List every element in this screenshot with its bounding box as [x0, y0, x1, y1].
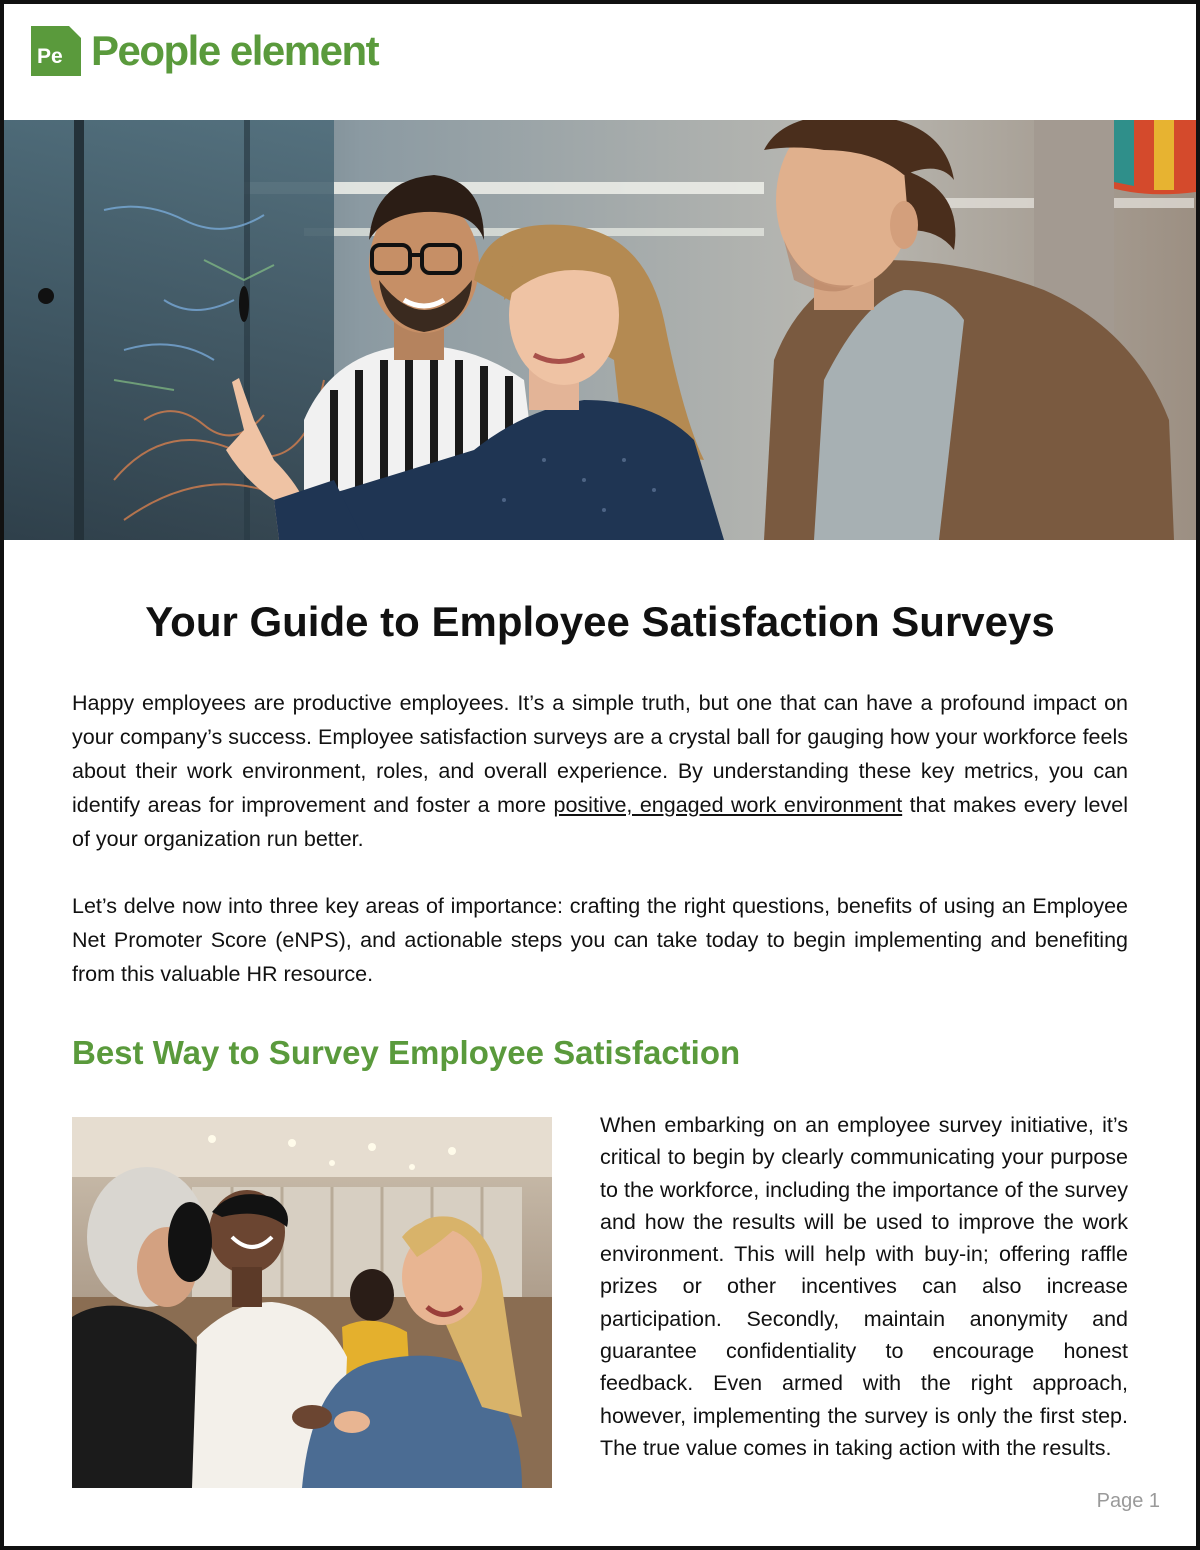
hero-photo: [4, 120, 1196, 540]
logo-wordmark: People element: [91, 27, 379, 74]
logo-mark-text: Pe: [37, 45, 63, 68]
intro-text-before-link: Happy employees are productive employees. It’s a simple truth, but one that can have a profound impact on your company’s success. Employee satisfaction surveys are a crystal ball for gauging how your workforce feels about their work environment, roles, and overall experience. By understanding these key metrics, you can identify areas for improvement and foster a more: [72, 691, 1128, 817]
logo-mark-icon: [31, 26, 81, 76]
intro-text-after-link: that makes every level of your organization run better.: [72, 793, 1128, 851]
document-title: Your Guide to Employee Satisfaction Surveys: [145, 598, 1055, 645]
overview-paragraph: Let’s delve now into three key areas of importance: crafting the right questions, benefits of using an Employee Net Promoter Score (eNPS), and actionable steps you can take today to begin implementing and benefiting from this valuable HR resource.: [72, 894, 1128, 986]
page-number: Page 1: [1096, 1490, 1160, 1512]
engaged-work-environment-link[interactable]: positive, engaged work environment: [553, 793, 903, 817]
networking-photo-illustration: [72, 1117, 552, 1488]
hero-photo-illustration: [4, 120, 1196, 540]
intro-paragraph: [72, 686, 1128, 856]
section-heading: Best Way to Survey Employee Satisfaction: [72, 1034, 741, 1071]
people-element-logo[interactable]: [31, 26, 378, 76]
section-body-text: When embarking on an employee survey initiative, it’s critical to begin by clearly communicating your purpose to the workforce, including the importance of the survey and how the results will be used to improve the work environment. This will help with buy-in; offering raffle prizes or other incentives can also increase participation. Secondly, maintain anonymity and guarantee confidentiality to encourage honest feedback. Even armed with the right approach, however, implementing the survey is only the first step. The true value comes in taking action with the results.: [600, 1113, 1128, 1460]
networking-photo: [72, 1117, 552, 1488]
